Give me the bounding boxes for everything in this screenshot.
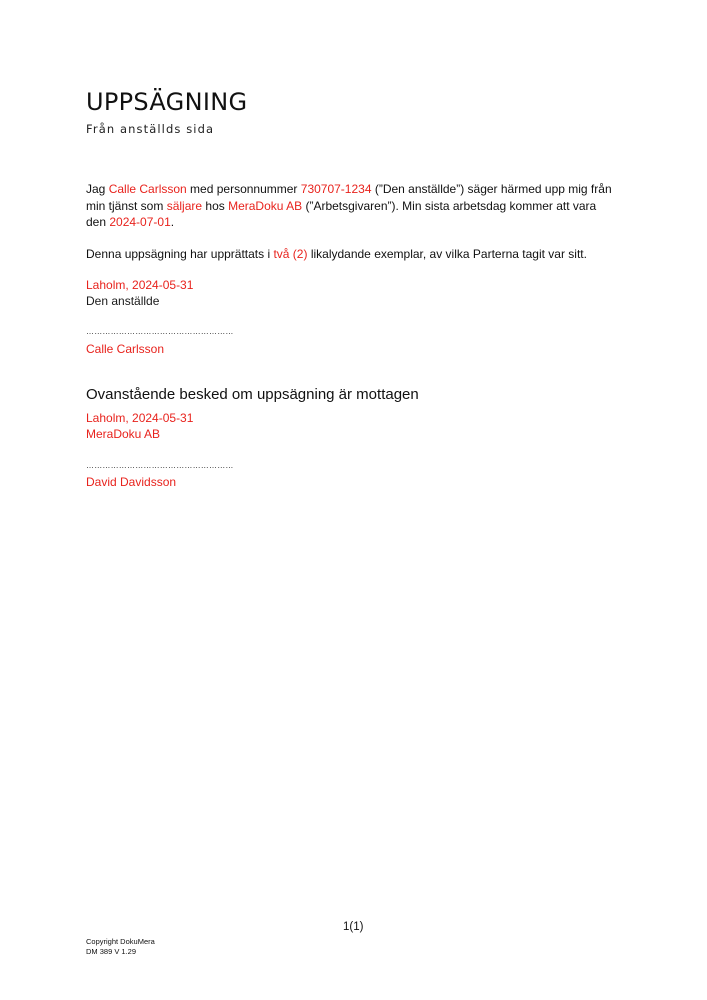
- p1-text-2: med personnummer: [186, 182, 301, 196]
- footer: [86, 937, 155, 957]
- receipt-signature-line: ………………………………………………: [86, 461, 234, 470]
- copies-paragraph: [86, 246, 616, 263]
- p1-text-1: Jag: [86, 182, 109, 196]
- position-field: säljare: [166, 198, 203, 213]
- employee-signature-name: Calle Carlsson: [86, 342, 165, 356]
- p1-text-5: (”Arbetsgivaren”). Min sista arbetsdag kommer att vara den: [86, 198, 597, 229]
- company-field: MeraDoku AB: [228, 198, 303, 213]
- receipt-company: MeraDoku AB: [86, 427, 161, 441]
- document-title: UPPSÄGNING: [86, 88, 248, 116]
- p1-text-6: .: [170, 215, 175, 229]
- receipt-heading: Ovanstående besked om uppsägning är mottagen: [86, 386, 419, 403]
- document-subtitle: Från anställds sida: [86, 122, 215, 136]
- receipt-place-date: Laholm, 2024-05-31: [86, 411, 194, 425]
- last-day-field: 2024-07-01: [109, 215, 171, 229]
- employee-signature-line: ………………………………………………: [86, 327, 234, 336]
- employee-place-date: Laholm, 2024-05-31: [86, 278, 194, 292]
- p2-text-1: Denna uppsägning har upprättats i: [86, 247, 274, 261]
- page-number: 1(1): [343, 921, 364, 933]
- p1-text-4: hos: [202, 198, 229, 213]
- p1-text-3: (”Den anställde”) säger härmed upp mig från min tjänst som: [86, 182, 612, 213]
- receipt-signature-name: David Davidsson: [86, 475, 177, 489]
- employee-name-field: Calle Carlsson: [108, 182, 187, 196]
- copies-field: två (2): [273, 247, 308, 261]
- resignation-paragraph: [86, 181, 616, 231]
- footer-copyright: Copyright DokuMera: [86, 937, 155, 946]
- footer-document-code: DM 389 V 1.29: [86, 947, 137, 956]
- personal-number-field: 730707-1234: [300, 182, 372, 196]
- employee-role-label: Den anställde: [86, 294, 160, 308]
- p2-text-2: likalydande exemplar, av vilka Parterna tagit var sitt.: [307, 247, 587, 261]
